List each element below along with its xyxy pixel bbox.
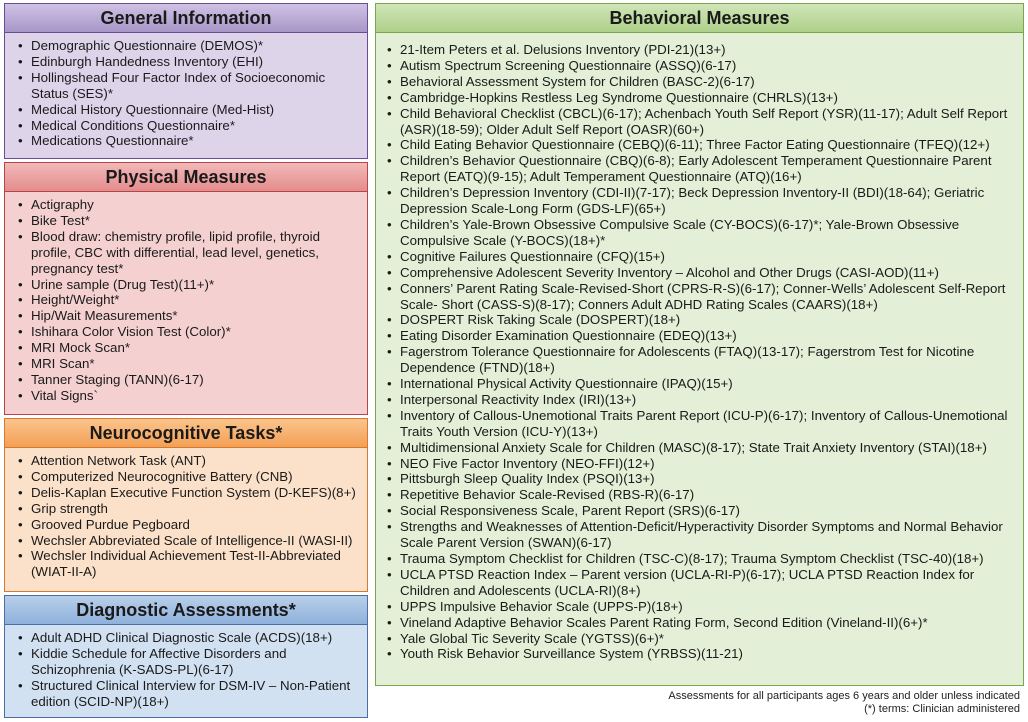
diagnostic-assessments-panel	[4, 595, 368, 718]
list-item: • Children’s Yale-Brown Obsessive Compulsive Scale (CY-BOCS)(6-17)*; Yale-Brown Obsessive Compulsive Scale (Y-BOCS)(18+)*	[386, 217, 1019, 249]
list-item: • Comprehensive Adolescent Severity Inventory – Alcohol and Other Drugs (CASI-AOD)(11+)	[386, 265, 1019, 281]
list-item: • Children’s Depression Inventory (CDI-II)(7-17); Beck Depression Inventory-II (BDI)(18-64); Geriatric Depression Scale-Long Form (GDS-LF)(65+)	[386, 185, 1019, 217]
general-information-panel	[4, 3, 368, 159]
list-item: • Child Eating Behavior Questionnaire (CEBQ)(6-11); Three Factor Eating Questionnaire (TFEQ)(12+)	[386, 137, 1019, 153]
list-item: • Computerized Neurocognitive Battery (CNB)	[17, 469, 363, 485]
list-item: • Medical Conditions Questionnaire*	[17, 118, 363, 134]
list-item: • Wechsler Abbreviated Scale of Intelligence-II (WASI-II)	[17, 533, 363, 549]
list-item: • Height/Weight*	[17, 292, 363, 308]
list-item: • Vineland Adaptive Behavior Scales Parent Rating Form, Second Edition (Vineland-II)(6+)*	[386, 615, 1019, 631]
footnote	[668, 690, 1020, 716]
list-item: • UCLA PTSD Reaction Index – Parent version (UCLA-RI-P)(6-17); UCLA PTSD Reaction Index for Children and Adolescents (UCLA-RI)(8+)	[386, 567, 1019, 599]
list-item: • Youth Risk Behavior Surveillance System (YRBSS)(11-21)	[386, 646, 1019, 662]
list-item: • Tanner Staging (TANN)(6-17)	[17, 372, 363, 388]
list-item: • Ishihara Color Vision Test (Color)*	[17, 324, 363, 340]
general-information-list	[5, 33, 367, 149]
list-item: • Pittsburgh Sleep Quality Index (PSQI)(13+)	[386, 471, 1019, 487]
list-item: • Trauma Symptom Checklist for Children (TSC-C)(8-17); Trauma Symptom Checklist (TSC-40)(18+)	[386, 551, 1019, 567]
physical-measures-list	[5, 192, 367, 404]
list-item: • Wechsler Individual Achievement Test-II-Abbreviated (WIAT-II-A)	[17, 548, 363, 580]
list-item: • Structured Clinical Interview for DSM-IV – Non-Patient edition (SCID-NP)(18+)	[17, 678, 363, 710]
list-item: • Cambridge-Hopkins Restless Leg Syndrome Questionnaire (CHRLS)(13+)	[386, 90, 1019, 106]
list-item: • UPPS Impulsive Behavior Scale (UPPS-P)(18+)	[386, 599, 1019, 615]
footnote-age-note: Assessments for all participants ages 6 years and older unless indicated	[668, 690, 1020, 702]
list-item: • Hip/Wait Measurements*	[17, 308, 363, 324]
list-item: • Edinburgh Handedness Inventory (EHI)	[17, 54, 363, 70]
list-item: • Social Responsiveness Scale, Parent Report (SRS)(6-17)	[386, 503, 1019, 519]
behavioral-measures-list	[376, 33, 1023, 662]
list-item: • Vital Signs`	[17, 388, 363, 404]
behavioral-measures-panel	[375, 3, 1024, 686]
list-item: • Children’s Behavior Questionnaire (CBQ)(6-8); Early Adolescent Temperament Questionnaire Parent Report (EATQ)(9-15); Adult Temperament Questionnaire (ATQ)(16+)	[386, 153, 1019, 185]
behavioral-measures-title: Behavioral Measures	[376, 4, 1023, 33]
list-item: • Actigraphy	[17, 197, 363, 213]
list-item: • Adult ADHD Clinical Diagnostic Scale (ACDS)(18+)	[17, 630, 363, 646]
list-item: • Demographic Questionnaire (DEMOS)*	[17, 38, 363, 54]
list-item: • Yale Global Tic Severity Scale (YGTSS)(6+)*	[386, 631, 1019, 647]
list-item: • 21-Item Peters et al. Delusions Inventory (PDI-21)(13+)	[386, 42, 1019, 58]
list-item: • Eating Disorder Examination Questionnaire (EDEQ)(13+)	[386, 328, 1019, 344]
list-item: • Grooved Purdue Pegboard	[17, 517, 363, 533]
list-item: • Blood draw: chemistry profile, lipid profile, thyroid profile, CBC with differential, lead level, genetics, pregnancy test*	[17, 229, 363, 277]
list-item: • International Physical Activity Questionnaire (IPAQ)(15+)	[386, 376, 1019, 392]
list-item: • Conners’ Parent Rating Scale-Revised-Short (CPRS-R-S)(6-17); Conner-Wells’ Adolescent Self-Report Scale- Short (CASS-S)(8-17); Conners Adult ADHD Rating Scales (CAARS)(18+)	[386, 281, 1019, 313]
list-item: • Medical History Questionnaire (Med-Hist)	[17, 102, 363, 118]
physical-measures-title: Physical Measures	[5, 163, 367, 192]
neurocognitive-tasks-panel	[4, 418, 368, 592]
list-item: • Autism Spectrum Screening Questionnaire (ASSQ)(6-17)	[386, 58, 1019, 74]
list-item: • Interpersonal Reactivity Index (IRI)(13+)	[386, 392, 1019, 408]
general-information-title: General Information	[5, 4, 367, 33]
list-item: • Bike Test*	[17, 213, 363, 229]
physical-measures-panel	[4, 162, 368, 415]
list-item: • Fagerstrom Tolerance Questionnaire for Adolescents (FTAQ)(13-17); Fagerstrom Test for Nicotine Dependence (FTND)(18+)	[386, 344, 1019, 376]
list-item: • Child Behavioral Checklist (CBCL)(6-17); Achenbach Youth Self Report (YSR)(11-17); Adult Self Report (ASR)(18-59); Older Adult Self Report (OASR)(60+)	[386, 106, 1019, 138]
diagnostic-assessments-list	[5, 625, 367, 710]
list-item: • Urine sample (Drug Test)(11+)*	[17, 277, 363, 293]
list-item: • Inventory of Callous-Unemotional Traits Parent Report (ICU-P)(6-17); Inventory of Callous-Unemotional Traits Youth Version (ICU-Y)(13+)	[386, 408, 1019, 440]
list-item: • Medications Questionnaire*	[17, 133, 363, 149]
neurocognitive-tasks-list	[5, 448, 367, 580]
neurocognitive-tasks-title: Neurocognitive Tasks*	[5, 419, 367, 448]
list-item: • Cognitive Failures Questionnaire (CFQ)(15+)	[386, 249, 1019, 265]
list-item: • DOSPERT Risk Taking Scale (DOSPERT)(18+)	[386, 312, 1019, 328]
footnote-clinician-note: (*) terms: Clinician administered	[864, 703, 1020, 715]
list-item: • NEO Five Factor Inventory (NEO-FFI)(12+)	[386, 456, 1019, 472]
list-item: • Attention Network Task (ANT)	[17, 453, 363, 469]
diagnostic-assessments-title: Diagnostic Assessments*	[5, 596, 367, 625]
list-item: • Multidimensional Anxiety Scale for Children (MASC)(8-17); State Trait Anxiety Inventory (STAI)(18+)	[386, 440, 1019, 456]
list-item: • Kiddie Schedule for Affective Disorders and Schizophrenia (K-SADS-PL)(6-17)	[17, 646, 363, 678]
list-item: • Repetitive Behavior Scale-Revised (RBS-R)(6-17)	[386, 487, 1019, 503]
list-item: • Strengths and Weaknesses of Attention-Deficit/Hyperactivity Disorder Symptoms and Normal Behavior Scale Parent Version (SWAN)(6-17)	[386, 519, 1019, 551]
list-item: • MRI Mock Scan*	[17, 340, 363, 356]
list-item: • Behavioral Assessment System for Children (BASC-2)(6-17)	[386, 74, 1019, 90]
list-item: • Delis-Kaplan Executive Function System (D-KEFS)(8+)	[17, 485, 363, 501]
list-item: • MRI Scan*	[17, 356, 363, 372]
list-item: • Hollingshead Four Factor Index of Socioeconomic Status (SES)*	[17, 70, 363, 102]
list-item: • Grip strength	[17, 501, 363, 517]
